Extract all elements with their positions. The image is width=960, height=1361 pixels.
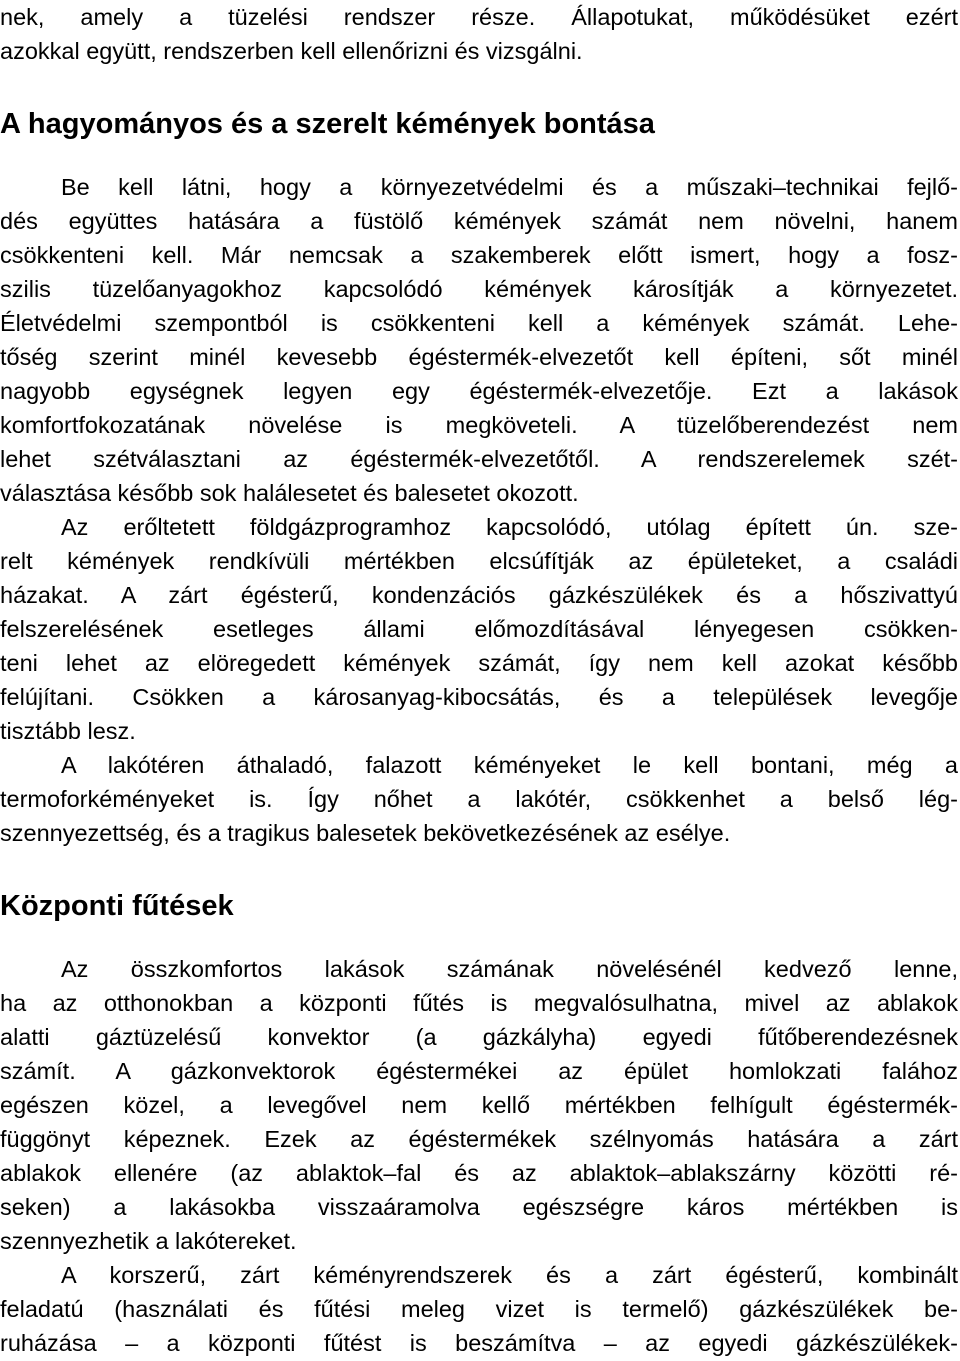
- paragraph-line: ablakok ellenére (az ablaktok–fal és az ablaktok–ablakszárny közötti ré-: [0, 1160, 958, 1186]
- paragraph-line: tisztább lesz.: [0, 718, 136, 744]
- paragraph-line: szilis tüzelőanyagokhoz kapcsolódó kémények károsítják a környezetet.: [0, 276, 958, 302]
- paragraph-line: felszerelésének esetleges állami előmozdításával lényegesen csökken-: [0, 616, 958, 642]
- paragraph-line: alatti gáztüzelésű konvektor (a gázkályha) egyedi fűtőberendezésnek: [0, 1024, 958, 1050]
- paragraph-line: termoforkéményeket is. Így nőhet a lakótér, csökkenhet a belső lég-: [0, 786, 958, 812]
- paragraph-line: tőség szerint minél kevesebb égéstermék-elvezetőt kell építeni, sőt minél: [0, 344, 958, 370]
- paragraph-line: relt kémények rendkívüli mértékben elcsúfítják az épületeket, a családi: [0, 548, 958, 574]
- paragraph-line: választása később sok halálesetet és balesetet okozott.: [0, 480, 579, 506]
- paragraph-line: számít. A gázkonvektorok égéstermékei az épület homlokzati falához: [0, 1058, 958, 1084]
- paragraph-line: ha az otthonokban a központi fűtés is megvalósulhatna, mivel az ablakok: [0, 990, 958, 1016]
- paragraph-line: Be kell látni, hogy a környezetvédelmi és a műszaki–technikai fejlő-: [61, 174, 958, 200]
- section-heading-chimney-demolition: A hagyományos és a szerelt kémények bontása: [0, 108, 655, 140]
- paragraph-line: teni lehet az elöregedett kémények számát, így nem kell azokat később: [0, 650, 958, 676]
- paragraph-line: egészen közel, a levegővel nem kellő mértékben felhígult égéstermék-: [0, 1092, 958, 1118]
- paragraph-line: azokkal együtt, rendszerben kell ellenőrizni és vizsgálni.: [0, 38, 583, 64]
- paragraph-line: nek, amely a tüzelési rendszer része. Állapotukat, működésüket ezért: [0, 4, 958, 30]
- paragraph-line: A korszerű, zárt kéményrendszerek és a zárt égésterű, kombinált: [61, 1262, 958, 1288]
- paragraph-line: Életvédelmi szempontból is csökkenteni kell a kémények számát. Lehe-: [0, 310, 958, 336]
- paragraph-line: seken) a lakásokba visszaáramolva egészségre káros mértékben is: [0, 1194, 958, 1220]
- paragraph-line: komfortfokozatának növelése is megköveteli. A tüzelőberendezést nem: [0, 412, 958, 438]
- paragraph-line: függönyt képeznek. Ezek az égéstermékek szélnyomás hatására a zárt: [0, 1126, 958, 1152]
- paragraph-line: szennyezhetik a lakótereket.: [0, 1228, 297, 1254]
- paragraph-line: csökkenteni kell. Már nemcsak a szakemberek előtt ismert, hogy a fosz-: [0, 242, 958, 268]
- paragraph-line: A lakótéren áthaladó, falazott kéményeket le kell bontani, még a: [61, 752, 958, 778]
- paragraph-line: nagyobb egységnek legyen egy égéstermék-elvezetője. Ezt a lakások: [0, 378, 958, 404]
- paragraph-line: dés együttes hatására a füstölő kémények számát nem növelni, hanem: [0, 208, 958, 234]
- paragraph-line: szennyezettség, és a tragikus balesetek bekövetkezésének az esélye.: [0, 820, 731, 846]
- paragraph-line: felújítani. Csökken a károsanyag-kibocsátás, és a települések levegője: [0, 684, 958, 710]
- paragraph-line: Az összkomfortos lakások számának növelésénél kedvező lenne,: [61, 956, 958, 982]
- section-heading-central-heating: Központi fűtések: [0, 890, 234, 922]
- paragraph-line: házakat. A zárt égésterű, kondenzációs gázkészülékek és a hőszivattyú: [0, 582, 958, 608]
- paragraph-line: feladatú (használati és fűtési meleg vizet is termelő) gázkészülékek be-: [0, 1296, 958, 1322]
- paragraph-line: Az erőltetett földgázprogramhoz kapcsolódó, utólag épített ún. sze-: [61, 514, 958, 540]
- paragraph-line: ruházása – a központi fűtést is beszámítva – az egyedi gázkészülékek-: [0, 1330, 958, 1356]
- paragraph-line: lehet szétválasztani az égéstermék-elvezetőtől. A rendszerelemek szét-: [0, 446, 958, 472]
